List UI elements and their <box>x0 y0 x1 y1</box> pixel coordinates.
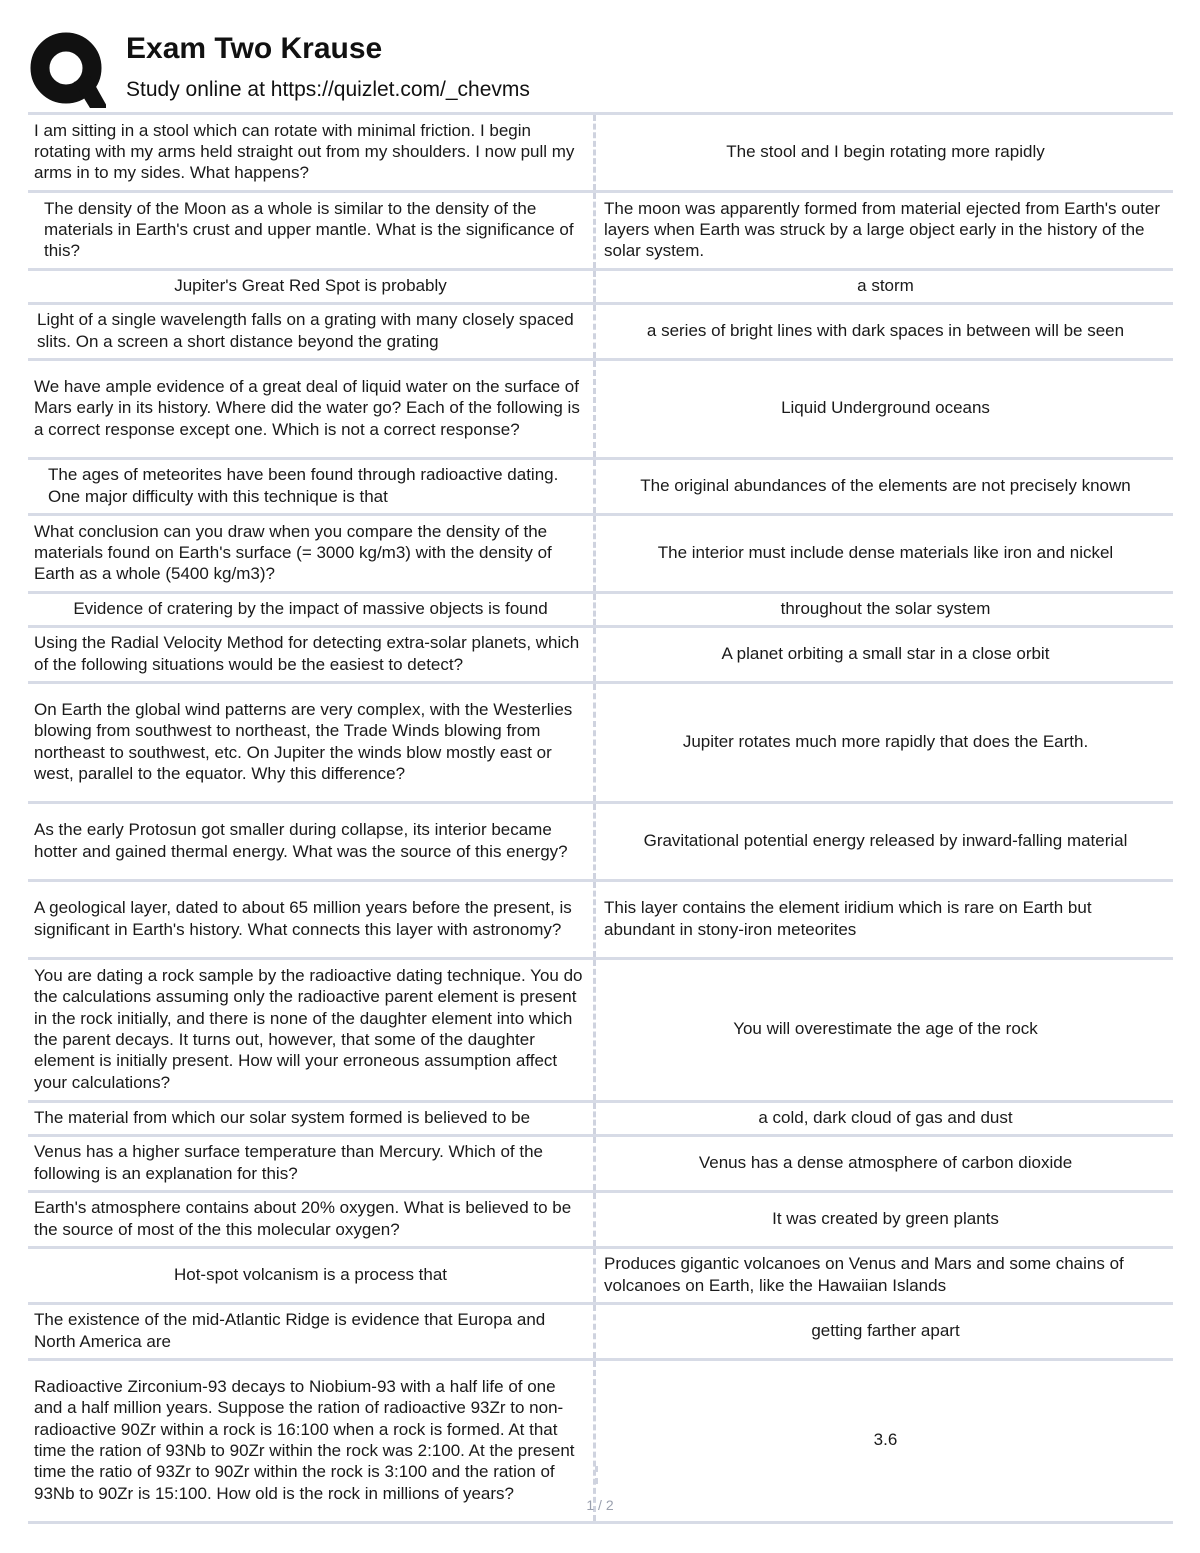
flashcard <box>28 1103 1173 1137</box>
card-term: Jupiter's Great Red Spot is probably <box>28 271 596 302</box>
card-term: We have ample evidence of a great deal of liquid water on the surface of Mars early in its history. Where did the water go? Each of the following is a correct response except one. Which is not a correct response? <box>28 361 596 457</box>
column-divider <box>595 1466 601 1484</box>
card-term: What conclusion can you draw when you compare the density of the materials found on Earth's surface (= 3000 kg/m3) with the density of Earth as a whole (5400 kg/m3)? <box>28 516 596 591</box>
card-definition: A planet orbiting a small star in a close orbit <box>721 643 1050 663</box>
card-term: Evidence of cratering by the impact of massive objects is found <box>28 594 596 625</box>
card-definition: Jupiter rotates much more rapidly that does the Earth. <box>682 731 1089 751</box>
card-definition: a storm <box>857 275 914 295</box>
card-term: Light of a single wavelength falls on a grating with many closely spaced slits. On a screen a short distance beyond the grating <box>28 305 596 358</box>
flashcard <box>28 882 1173 960</box>
page-title: Exam Two Krause <box>126 32 383 65</box>
card-term: On Earth the global wind patterns are very complex, with the Westerlies blowing from southwest to northeast, the Trade Winds blowing from northeast to southwest, etc. On Jupiter the winds blow mostly east or west, parallel to the equator. Why this difference? <box>28 684 596 801</box>
card-definition: The moon was apparently formed from material ejected from Earth's outer layers when Earth was struck by a large object early in the history of the solar system. <box>604 198 1160 261</box>
card-term: Earth's atmosphere contains about 20% oxygen. What is believed to be the source of most of the this molecular oxygen? <box>28 1193 596 1246</box>
flashcard <box>28 460 1173 516</box>
card-term: You are dating a rock sample by the radioactive dating technique. You do the calculations assuming only the radioactive parent element is present in the rock initially, and there is none of the daughter element into which the parent decays. It turns out, however, that some of the daughter element is initially present. How will your erroneous assumption affect your calculations? <box>28 960 596 1100</box>
flashcard <box>28 804 1173 882</box>
flashcard <box>28 1305 1173 1361</box>
flashcard <box>28 112 1173 193</box>
card-term: Radioactive Zirconium-93 decays to Niobium-93 with a half life of one and a half million years. Suppose the ration of radioactive 93Zr to non-radioactive 90Zr within a rock is 16:100 when a rock is formed. At that time the ration of 93Nb to 90Zr within the rock was 2:100. At the present time the ratio of 93Zr to 90Zr within the rock is 3:100 and the ration of 93Nb to 90Zr is 15:100. How old is the rock in millions of years? <box>28 1361 596 1521</box>
card-term: A geological layer, dated to about 65 million years before the present, is significant in Earth's history. What connects this layer with astronomy? <box>28 882 596 957</box>
flashcard <box>28 594 1173 628</box>
card-definition: Liquid Underground oceans <box>781 398 990 418</box>
card-term: The material from which our solar system formed is believed to be <box>28 1103 596 1134</box>
card-definition: The original abundances of the elements are not precisely known <box>640 475 1131 495</box>
flashcard <box>28 516 1173 594</box>
card-term: As the early Protosun got smaller during collapse, its interior became hotter and gained thermal energy. What was the source of this energy? <box>28 804 596 879</box>
flashcard <box>28 628 1173 684</box>
card-definition: You will overestimate the age of the rock <box>733 1019 1038 1039</box>
flashcard-list <box>28 112 1173 1524</box>
card-definition: The interior must include dense materials like iron and nickel <box>657 542 1114 562</box>
card-definition: This layer contains the element iridium which is rare on Earth but abundant in stony-iron meteorites <box>604 898 1092 939</box>
flashcard <box>28 960 1173 1103</box>
flashcard <box>28 1249 1173 1305</box>
flashcard <box>28 305 1173 361</box>
card-definition: getting farther apart <box>811 1320 960 1340</box>
study-link[interactable]: Study online at https://quizlet.com/_chevms <box>126 78 530 101</box>
card-term: The ages of meteorites have been found through radioactive dating. One major difficulty with this technique is that <box>28 460 596 513</box>
card-definition: a cold, dark cloud of gas and dust <box>758 1107 1013 1127</box>
quizlet-logo-icon <box>30 32 106 108</box>
card-term: The density of the Moon as a whole is similar to the density of the materials in Earth's crust and upper mantle. What is the significance of this? <box>28 193 596 268</box>
card-definition: Gravitational potential energy released by inward-falling material <box>643 830 1128 850</box>
flashcard <box>28 1137 1173 1193</box>
flashcard <box>28 1193 1173 1249</box>
flashcard <box>28 361 1173 460</box>
card-definition: Venus has a dense atmosphere of carbon dioxide <box>698 1152 1073 1172</box>
flashcard <box>28 684 1173 804</box>
page-indicator: 1 / 2 <box>586 1497 614 1513</box>
card-definition: Produces gigantic volcanoes on Venus and Mars and some chains of volcanoes on Earth, like the Hawaiian Islands <box>604 1254 1124 1295</box>
card-definition: The stool and I begin rotating more rapidly <box>726 141 1045 161</box>
flashcard <box>28 271 1173 305</box>
card-definition: It was created by green plants <box>772 1208 999 1228</box>
card-term: I am sitting in a stool which can rotate with minimal friction. I begin rotating with my arms held straight out from my shoulders. I now pull my arms in to my sides. What happens? <box>28 115 596 190</box>
page-header <box>28 28 1178 108</box>
card-definition: 3.6 <box>873 1430 898 1450</box>
card-term: Venus has a higher surface temperature than Mercury. Which of the following is an explanation for this? <box>28 1137 596 1190</box>
card-definition: throughout the solar system <box>780 598 991 618</box>
flashcard <box>28 193 1173 271</box>
card-term: The existence of the mid-Atlantic Ridge is evidence that Europa and North America are <box>28 1305 596 1358</box>
card-term: Using the Radial Velocity Method for detecting extra-solar planets, which of the following situations would be the easiest to detect? <box>28 628 596 681</box>
card-definition: a series of bright lines with dark spaces in between will be seen <box>646 320 1125 340</box>
card-term: Hot-spot volcanism is a process that <box>28 1249 596 1302</box>
